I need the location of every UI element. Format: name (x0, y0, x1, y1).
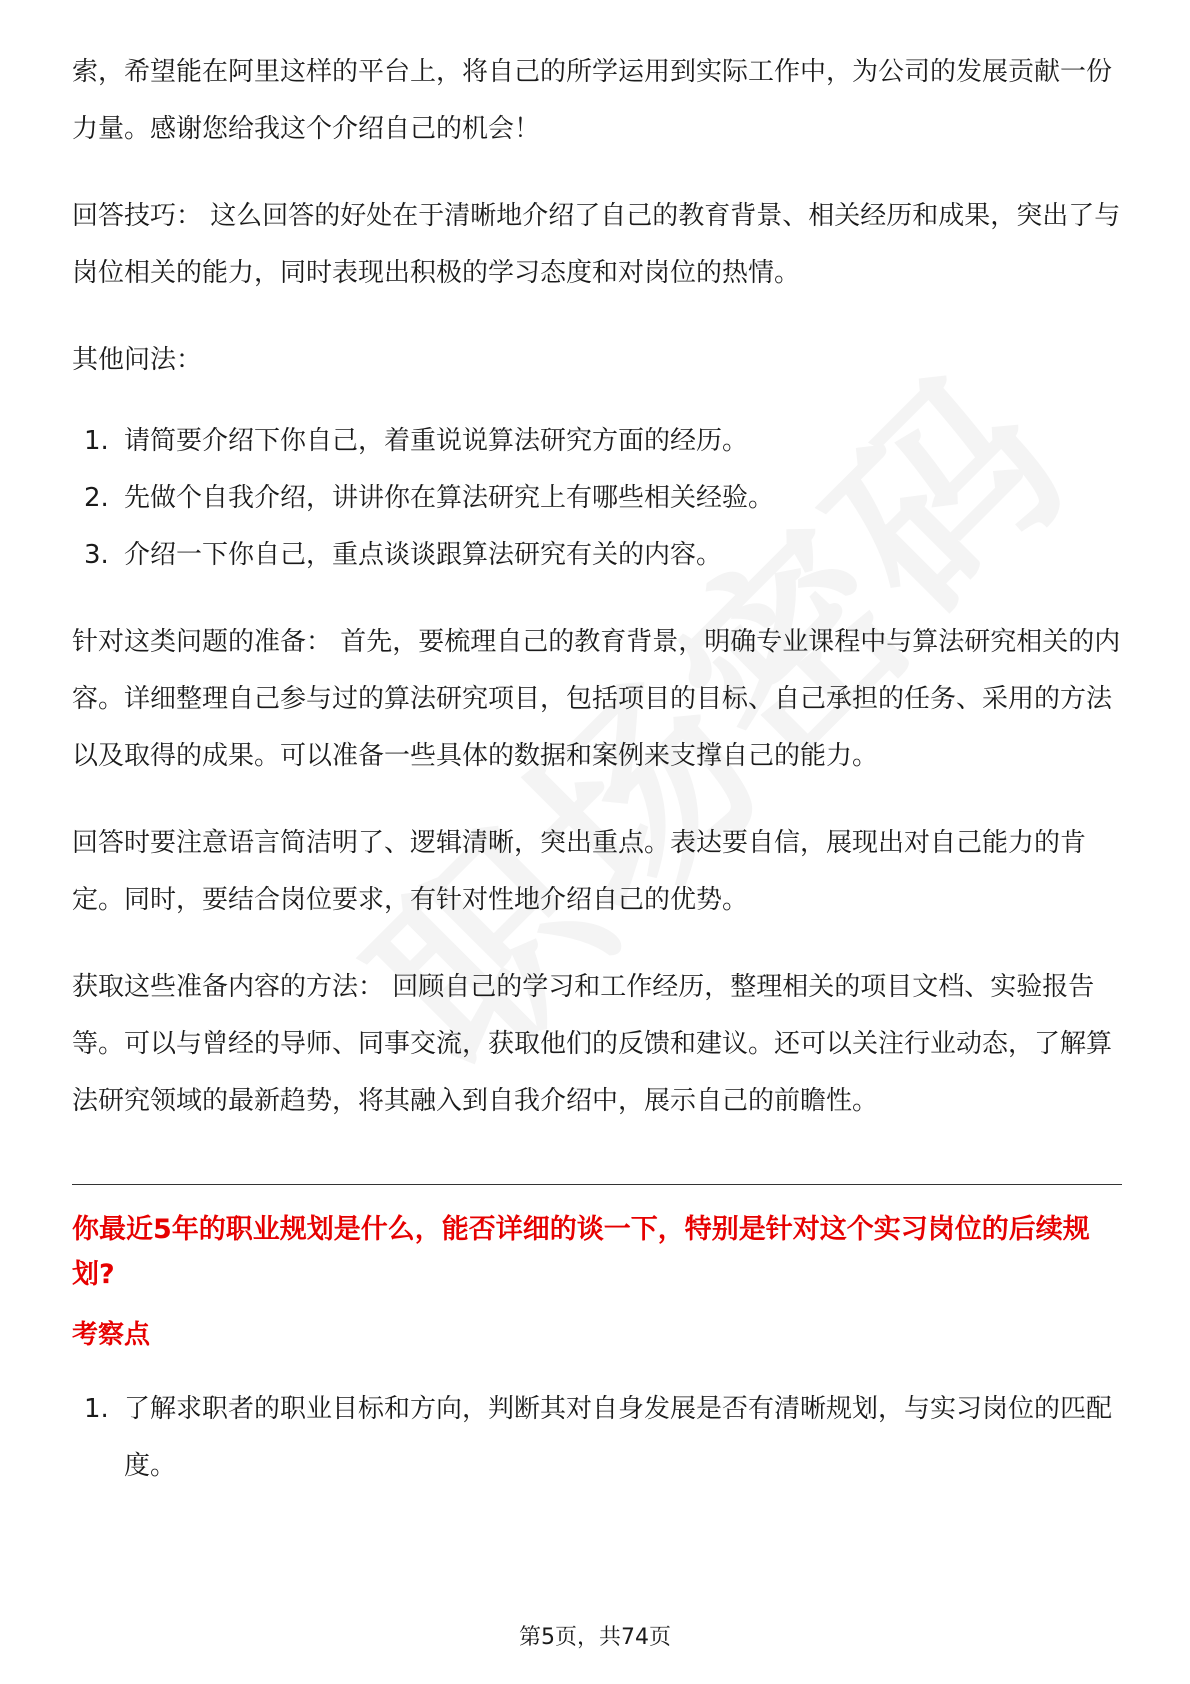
paragraph-methods: 获取这些准备内容的方法： 回顾自己的学习和工作经历，整理相关的项目文档、实验报告等。可以与曾经的导师、同事交流，获取他们的反馈和建议。还可以关注行业动态，了解算法研究领域的最新趋势，将其融入到自我介绍中，展示自己的前瞻性。 (72, 972, 1113, 1116)
list-item: 2. 先做个自我介绍，讲讲你在算法研究上有哪些相关经验。 (84, 483, 775, 513)
subhead-assessment-points: 考察点 (72, 1320, 151, 1350)
document-body (72, 44, 1122, 1495)
paragraph-answer-tips: 回答技巧： 这么回答的好处在于清晰地介绍了自己的教育背景、相关经历和成果，突出了与岗位相关的能力，同时表现出积极的学习态度和对岗位的热情。 (72, 201, 1121, 288)
page-footer: 第5页，共74页 (519, 1625, 671, 1650)
paragraph-other-questions-label: 其他问法： (72, 345, 203, 375)
list-item: 3. 介绍一下你自己，重点谈谈跟算法研究有关的内容。 (84, 540, 723, 570)
other-questions-list (72, 413, 1122, 584)
list-item: 1. 了解求职者的职业目标和方向，判断其对自身发展是否有清晰规划，与实习岗位的匹配度。 (84, 1394, 1113, 1481)
question-title: 你最近5年的职业规划是什么，能否详细的谈一下，特别是针对这个实习岗位的后续规划? (72, 1214, 1090, 1290)
section-divider (72, 1184, 1122, 1185)
paragraph-answer-notes: 回答时要注意语言简洁明了、逻辑清晰，突出重点。表达要自信，展现出对自己能力的肯定。同时，要结合岗位要求，有针对性地介绍自己的优势。 (72, 828, 1087, 915)
assessment-points-list (72, 1381, 1122, 1495)
list-item: 1. 请简要介绍下你自己，着重说说算法研究方面的经历。 (84, 426, 749, 456)
paragraph-intro-end: 索，希望能在阿里这样的平台上，将自己的所学运用到实际工作中，为公司的发展贡献一份力量。感谢您给我这个介绍自己的机会！ (72, 57, 1113, 144)
paragraph-preparation: 针对这类问题的准备： 首先，要梳理自己的教育背景，明确专业课程中与算法研究相关的内容。详细整理自己参与过的算法研究项目，包括项目的目标、自己承担的任务、采用的方法以及取得的成果。可以准备一些具体的数据和案例来支撑自己的能力。 (72, 627, 1121, 771)
